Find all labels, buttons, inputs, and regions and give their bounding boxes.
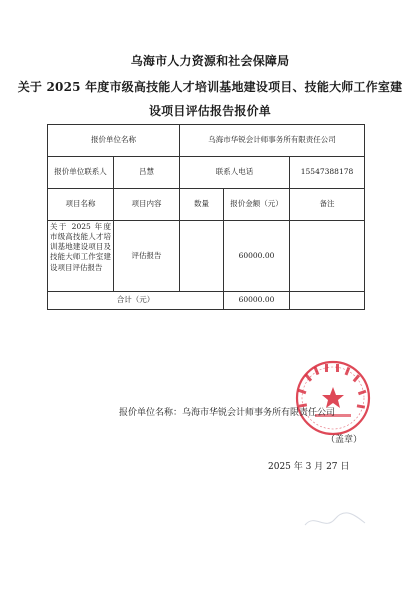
bidder-name-value: 乌海市华锐会计师事务所有限责任公司: [180, 125, 365, 157]
cell-content: 评估报告: [114, 221, 180, 292]
cell-amount: 60000.00: [224, 221, 290, 292]
table-row: [48, 157, 365, 189]
footer-seal-note: （盖章）: [326, 435, 363, 445]
col-header-project: 项目名称: [48, 189, 114, 221]
table-row: [48, 125, 365, 157]
phone-value: 15547388178: [290, 157, 365, 189]
cell-project-name: 关于 2025 年度市级高技能人才培训基地建设项目及技能大师工作室建设项目评估报告: [48, 221, 114, 292]
document-title: 关于 2025 年度市级高技能人才培训基地建设项目、技能大师工作室建设项目评估报告报价单: [17, 80, 403, 118]
cell-note: [290, 221, 365, 292]
total-amount: 60000.00: [224, 292, 290, 310]
footer-bidder-line: 报价单位名称：乌海市华锐会计师事务所有限责任公司: [119, 408, 336, 418]
official-seal-icon: [293, 358, 373, 438]
col-header-qty: 数量: [180, 189, 224, 221]
table-row: [48, 221, 365, 292]
col-header-amount: 报价金额（元）: [224, 189, 290, 221]
col-header-content: 项目内容: [114, 189, 180, 221]
bidder-name-label: 报价单位名称: [48, 125, 180, 157]
document-org-title: 乌海市人力资源和社会保障局: [130, 54, 290, 68]
contact-value: 吕慧: [114, 157, 180, 189]
handwritten-mark-icon: [300, 505, 370, 535]
contact-label: 报价单位联系人: [48, 157, 114, 189]
cell-qty: [180, 221, 224, 292]
total-row: [48, 292, 365, 310]
col-header-note: 备注: [290, 189, 365, 221]
total-note: [290, 292, 365, 310]
phone-label: 联系人电话: [180, 157, 290, 189]
total-label: 合计（元）: [48, 292, 224, 310]
footer-date: 2025 年 3 月 27 日: [268, 462, 350, 472]
table-header-row: [48, 189, 365, 221]
quote-table: [47, 124, 365, 310]
